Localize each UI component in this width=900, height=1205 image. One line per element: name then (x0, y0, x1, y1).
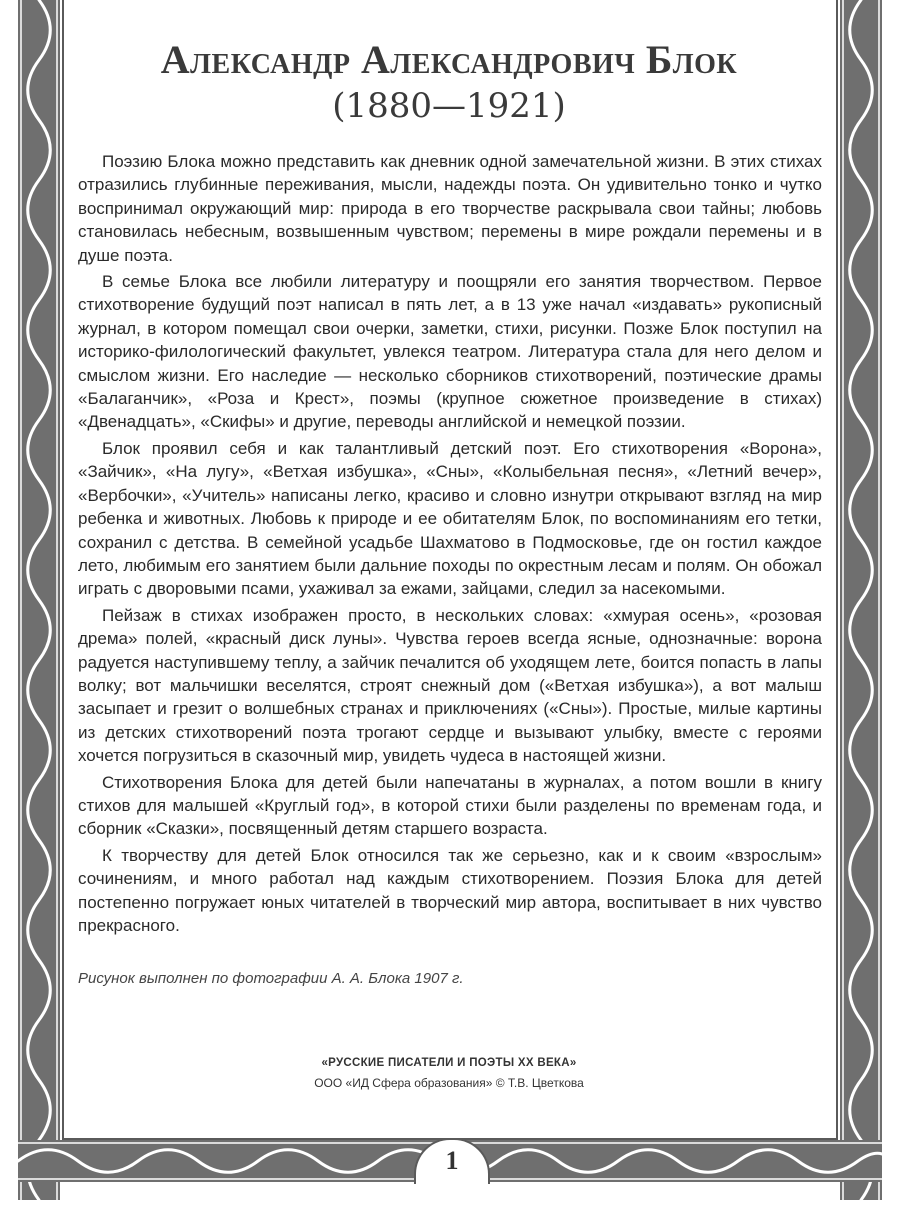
series-title: «РУССКИЕ ПИСАТЕЛИ И ПОЭТЫ XX ВЕКА» (321, 1057, 577, 1069)
right-scroll-ornament-icon (840, 0, 882, 1200)
paragraph: Поэзию Блока можно представить как дневник одной замечательной жизни. В этих стихах отразились глубинные переживания, мысли, надежды поэта. Он удивительно тонко и чутко воспринимал окружающий мир: природа в его творчестве раскрывала свои тайны; любовь становилась небесным, возвышенным чувством; перемены в мире рождали перемены и в душе поэта. (78, 152, 822, 265)
page-content (64, 0, 834, 1138)
publisher-line: ООО «ИД Сфера образования» © Т.В. Цветкова (314, 1076, 584, 1090)
left-ornament-border (18, 0, 60, 1200)
left-scroll-ornament-icon (18, 0, 60, 1200)
paragraph: Блок проявил себя и как талантливый детский поэт. Его стихотворения «Ворона», «Зайчик», «На лугу», «Ветхая избушка», «Сны», «Колыбельная песня», «Летний вечер», «Вербочки», «Учитель» написаны легко, красиво и словно изнутри открывают взгляд на мир ребенка и животных. Любовь к природе и ее обитателям Блок, по воспоминаниям его тетки, сохранил с детства. В семейной усадьбе Шахматово в Подмосковье, где он гостил каждое лето, любимым его занятием были дальние походы по окрестным лесам и полям. Он обожал играть с дворовыми псами, ухаживал за ежами, зайцами, следил за насекомыми. (78, 438, 822, 599)
illustration-caption: Рисунок выполнен по фотографии А. А. Блока 1907 г. (78, 970, 464, 987)
paragraph: Стихотворения Блока для детей были напечатаны в журналах, а потом вошли в книгу стихов для малышей «Круглый год», в которой стихи были разделены по временам года, и сборник «Сказки», посвященный детям старшего возраста. (78, 772, 822, 839)
paragraph: К творчеству для детей Блок относился так же серьезно, как и к своим «взрослым» сочинениям, и много работал над каждым стихотворением. Поэзия Блока для детей постепенно погружает юных читателей в творческий мир автора, воспитывает в них чувство прекрасного. (78, 845, 822, 935)
article-body (78, 150, 822, 940)
right-ornament-border (840, 0, 882, 1200)
life-years: (1880—1921) (332, 86, 566, 126)
page-title: Александр Александрович Блок (160, 37, 738, 82)
paragraph: Пейзаж в стихах изображен просто, в нескольких словах: «хмурая осень», «розовая дрема» полей, «красный диск луны». Чувства героев всегда ясные, однозначные: ворона радуется наступившему теплу, а зайчик печалится об уходящем лете, боится попасть в лапы волку; вот мальчишки веселятся, строят снежный дом («Ветхая избушка»), а вот малыш засыпает и грезит о волшебных странах и приключениях («Сны»). Простые, милые картины из детских стихотворений поэта трогают сердце и вызывают улыбку, вместе с героями хочется погрузиться в сказочный мир, увидеть чудеса в настоящей жизни. (78, 605, 822, 766)
paragraph: В семье Блока все любили литературу и поощряли его занятия творчеством. Первое стихотворение будущий поэт написал в пять лет, а в 13 уже начал «издавать» рукописный журнал, в котором помещал свои очерки, заметки, стихи, рисунки. Позже Блок поступил на историко-филологический факультет, увлекся театром. Литература стала для него делом и смыслом жизни. Его наследие — несколько сборников стихотворений, поэтические драмы «Балаганчик», «Роза и Крест», поэмы (крупное сюжетное произведение в стихах) «Двенадцать», «Скифы» и другие, переводы английской и немецкой поэзии. (78, 272, 822, 432)
page-number: 1 (445, 1146, 459, 1175)
